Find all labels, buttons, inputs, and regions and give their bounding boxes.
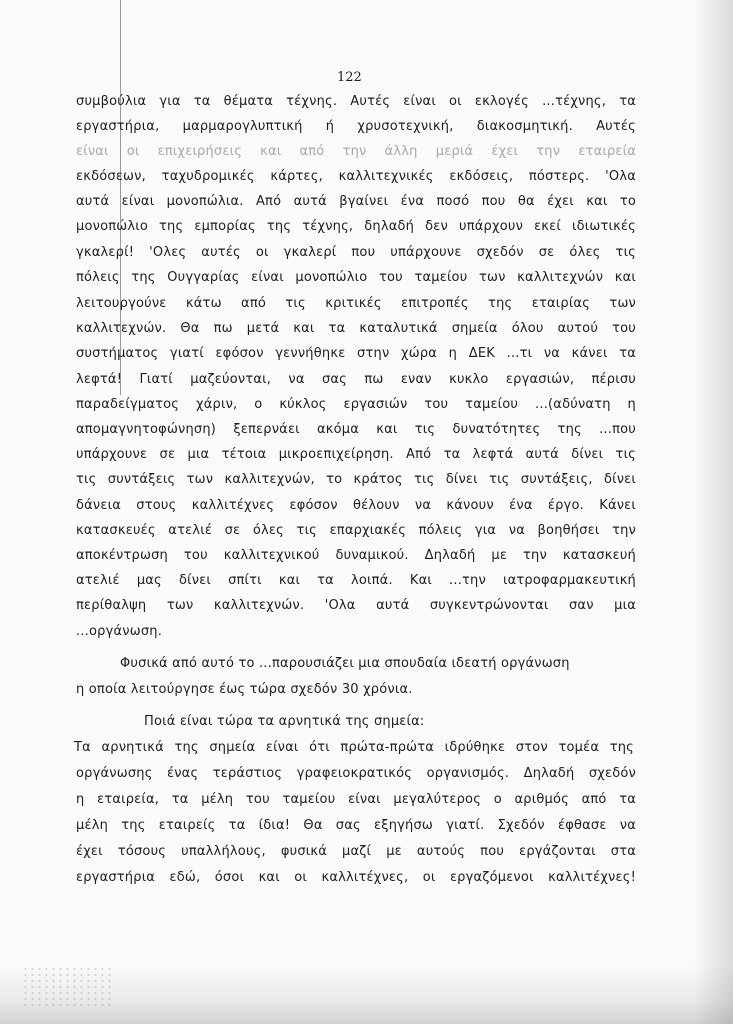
text-line: λειτουργούνε κάτω από τις κριτικές επιτροπές της εταιρίας των: [76, 296, 636, 311]
text-line: μέλη της εταιρείς τα ίδια! Θα σας εξηγήσω γιατί. Σχεδόν έφθασε να: [76, 818, 636, 833]
text-line: κατασκευές ατελιέ σε όλες τις επαρχιακές πόλεις για να βοηθήσει την: [76, 523, 636, 538]
scan-noise: [22, 966, 112, 1006]
text-line: καλλιτεχνών. Θα πω μετά και τα καταλυτικά σημεία όλου αυτού του: [76, 321, 636, 336]
text-line: έχει τόσους υπαλλήλους, φυσικά μαζί με αυτούς που εργάζονται στα: [76, 844, 636, 859]
text-line: συστήματος γιατί εφόσον γεννήθηκε στην χώρα η ΔΕΚ ...τι να κάνει τα: [76, 346, 636, 361]
text-line: δάνεια στους καλλιτέχνες εφόσον θέλουν να κάνουν ένα έργο. Κάνει: [76, 498, 636, 513]
text-line: αυτά είναι μονοπώλια. Από αυτά βγαίνει ένα ποσό που θα έχει και το: [76, 194, 636, 209]
text-line: Τα αρνητικά της σημεία είναι ότι πρώτα-πρώτα ιδρύθηκε στον τομέα της: [74, 740, 634, 755]
text-line: ατελιέ μας δίνει σπίτι και τα λοιπά. Και ...την ιατροφαρμακευτική: [76, 573, 636, 588]
text-line: πόλεις της Ουγγαρίας είναι μονοπώλιο του ταμείου των καλλιτεχνών και: [76, 270, 636, 285]
text-line: λεφτά! Γιατί μαζεύονται, να σας πω εναν κυκλο εργασιών, πέρισυ: [76, 372, 636, 387]
text-line: αποκέντρωση του καλλιτεχνικού δυναμικού. Δηλαδή με την κατασκευή: [76, 548, 636, 563]
text-line: υπάρχουνε σε μια τέτοια μικροεπιχείρηση. Από τα λεφτά αυτά δίνει τις: [76, 447, 636, 462]
text-line: είναι οι επιχειρήσεις και από την άλλη μεριά έχει την εταιρεία: [76, 144, 636, 159]
page-number: 122: [337, 70, 362, 85]
paragraph-line: Φυσικά από αυτό το ...παρουσιάζει μια σπουδαία ιδεατή οργάνωση: [120, 656, 570, 671]
text-line: τις συντάξεις των καλλιτεχνών, το κράτος τις δίνει τις συντάξεις, δίνει: [76, 472, 636, 487]
text-line: εργαστήρια, μαρμαρογλυπτική ή χρυσοτεχνική, διακοσμητική. Αυτές: [76, 119, 636, 134]
text-line: γκαλερί! 'Ολες αυτές οι γκαλερί που υπάρχουνε σχεδόν σε όλες τις: [76, 245, 636, 260]
text-line: εργαστήρια εδώ, όσοι και οι καλλιτέχνες, οι εργαζόμενοι καλλιτέχνες!: [76, 870, 636, 885]
section-heading: Ποιά είναι τώρα τα αρνητικά της σημεία:: [144, 714, 425, 729]
text-line: ...οργάνωση.: [76, 624, 163, 639]
text-line: συμβούλια για τα θέματα τέχνης. Αυτές είναι οι εκλογές ...τέχνης, τα: [76, 94, 636, 109]
text-line: οργάνωσης ένας τεράστιος γραφειοκρατικός οργανισμός. Δηλαδή σχεδόν: [76, 766, 636, 781]
text-line: απομαγνητοφώνηση) ξεπερνάει ακόμα και τις δυνατότητες της ...που: [76, 422, 636, 437]
text-line: περίθαλψη των καλλιτεχνών. 'Ολα αυτά συγκεντρώνονται σαν μια: [76, 598, 636, 613]
page-shadow-right: [693, 0, 733, 1024]
text-line: η οποία λειτούργησε έως τώρα σχεδόν 30 χρόνια.: [76, 682, 413, 697]
text-line: μονοπώλιο της εμπορίας της τέχνης, δηλαδή δεν υπάρχουν εκεί ιδιωτικές: [76, 219, 636, 234]
text-line: η εταιρεία, τα μέλη του ταμείου είναι μεγαλύτερος ο αριθμός από τα: [76, 792, 636, 807]
text-line: παραδείγματος χάριν, ο κύκλος εργασιών του ταμείου ...(αδύνατη η: [76, 397, 636, 412]
text-line: εκδόσεων, ταχυδρομικές κάρτες, καλλιτεχνικές εκδόσεις, πόστερς. 'Ολα: [76, 169, 636, 184]
